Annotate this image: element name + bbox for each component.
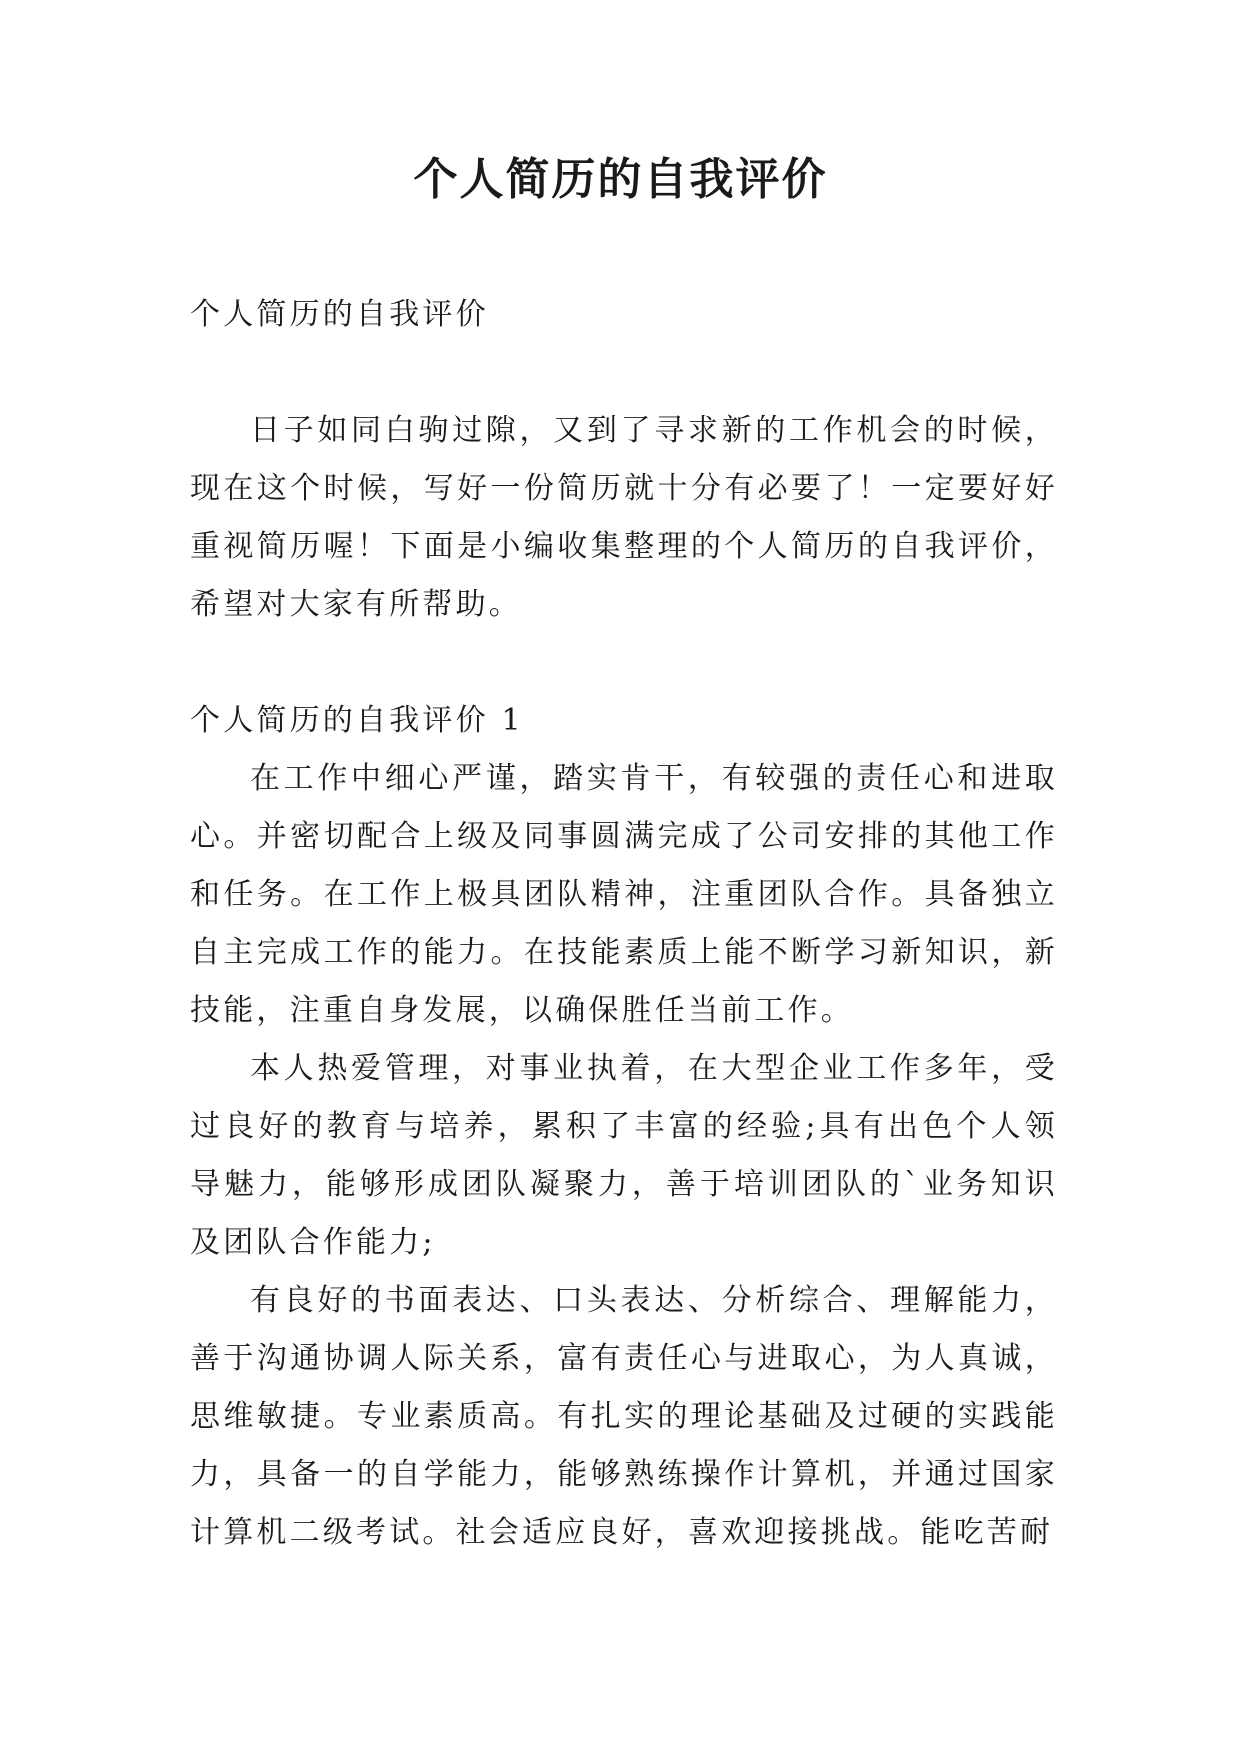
spacer xyxy=(190,344,1058,402)
section-paragraph: 本人热爱管理，对事业执着，在大型企业工作多年，受过良好的教育与培养，累积了丰富的经验;具有出色个人领导魅力，能够形成团队凝聚力，善于培训团队的`业务知识及团队合作能力; xyxy=(190,1051,1058,1260)
section-paragraph: 在工作中细心严谨，踏实肯干，有较强的责任心和进取心。并密切配合上级及同事圆满完成了公司安排的其他工作和任务。在工作上极具团队精神，注重团队合作。具备独立自主完成工作的能力。在技能素质上能不断学习新知识，新技能，注重自身发展，以确保胜任当前工作。 xyxy=(190,761,1058,1028)
spacer xyxy=(190,634,1058,692)
document-body xyxy=(190,286,1058,1562)
section-paragraph: 有良好的书面表达、口头表达、分析综合、理解能力，善于沟通协调人际关系，富有责任心与进取心，为人真诚，思维敏捷。专业素质高。有扎实的理论基础及过硬的实践能力，具备一的自学能力，能够熟练操作计算机，并通过国家计算机二级考试。社会适应良好，喜欢迎接挑战。能吃苦耐 xyxy=(190,1283,1058,1550)
document-subtitle: 个人简历的自我评价 xyxy=(190,297,489,332)
intro-paragraph: 日子如同白驹过隙，又到了寻求新的工作机会的时候，现在这个时候，写好一份简历就十分有必要了！一定要好好重视简历喔！下面是小编收集整理的个人简历的自我评价，希望对大家有所帮助。 xyxy=(190,413,1058,622)
section-heading: 个人简历的自我评价 1 xyxy=(190,703,524,738)
document-title: 个人简历的自我评价 xyxy=(413,154,828,205)
